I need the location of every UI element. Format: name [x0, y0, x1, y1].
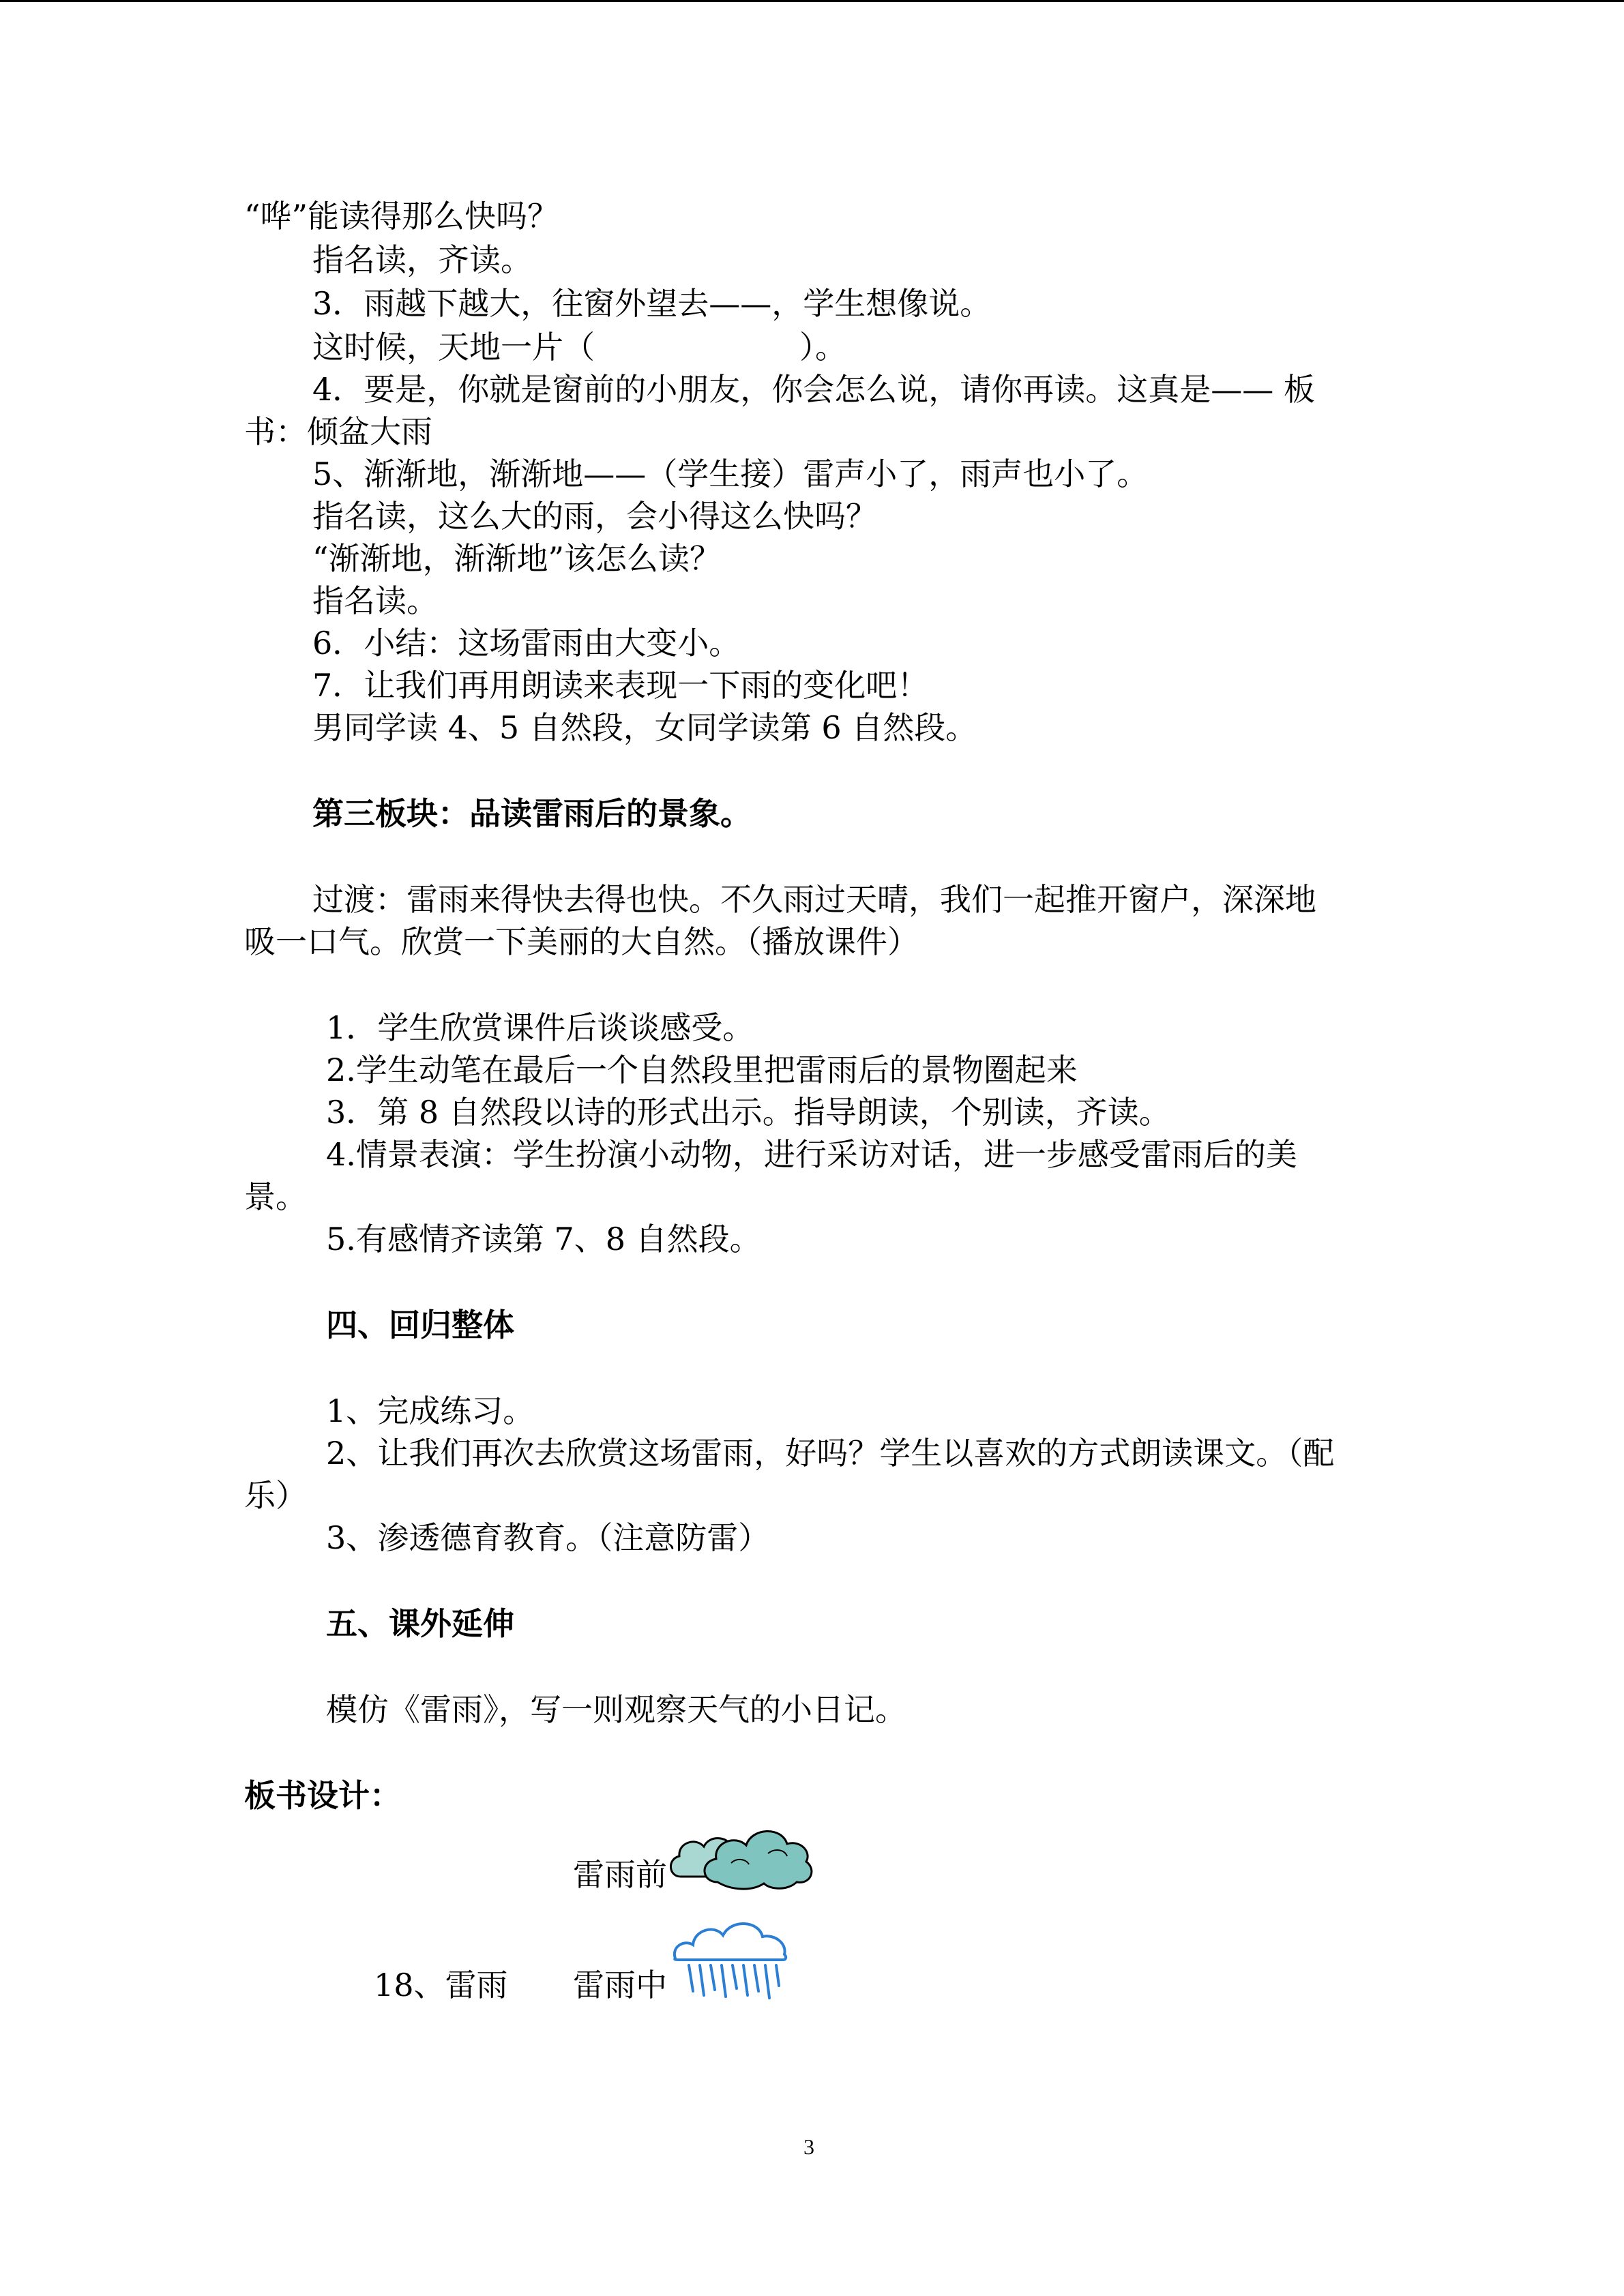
- text-line: 1．学生欣赏课件后谈谈感受。: [326, 1009, 754, 1046]
- text-line: 1、完成练习。: [326, 1392, 535, 1429]
- text-line: 4.情景表演：学生扮演小动物，进行采访对话，进一步感受雷雨后的美: [326, 1136, 1297, 1173]
- rain-cloud-icon: [670, 1915, 793, 2003]
- page-number: 3: [803, 2134, 814, 2159]
- text-line: 2、让我们再次去欣赏这场雷雨，好吗？学生以喜欢的方式朗读课文。（配: [326, 1435, 1335, 1472]
- text-fragment: 这时候，天地一片（: [312, 329, 595, 366]
- top-border: [0, 0, 1624, 2]
- text-line: 指名读，齐读。: [312, 241, 532, 278]
- section-heading: 板书设计：: [244, 1777, 401, 1814]
- board-title: 18、雷雨: [374, 1967, 508, 2003]
- text-line: 5、渐渐地，渐渐地——（学生接）雷声小了，雨声也小了。: [312, 456, 1149, 492]
- section-heading: 四、回归整体: [326, 1307, 514, 1343]
- board-before-label: 雷雨前: [573, 1856, 667, 1893]
- text-line: 吸一口气。欣赏一下美丽的大自然。（播放课件）: [244, 923, 919, 960]
- text-line: 3．第 8 自然段以诗的形式出示。指导朗读，个别读，齐读。: [326, 1094, 1170, 1131]
- text-line: 书：倾盆大雨: [244, 413, 432, 450]
- text-line: 6．小结：这场雷雨由大变小。: [312, 625, 741, 661]
- text-line: 3、渗透德育教育。（注意防雷）: [326, 1519, 770, 1556]
- text-line: “渐渐地，渐渐地”该怎么读？: [312, 540, 722, 577]
- text-line: 指名读。: [312, 582, 438, 619]
- text-line: 2.学生动笔在最后一个自然段里把雷雨后的景物圈起来: [326, 1052, 1078, 1088]
- text-line: 7．让我们再用朗读来表现一下雨的变化吧！: [312, 667, 929, 704]
- text-line: 男同学读 4、5 自然段，女同学读第 6 自然段。: [312, 709, 977, 746]
- text-line: 乐）: [244, 1477, 307, 1514]
- cloud-icon: [666, 1814, 817, 1894]
- text-line: 3．雨越下越大，往窗外望去——，学生想像说。: [312, 285, 992, 322]
- text-line: 过渡：雷雨来得快去得也快。不久雨过天晴，我们一起推开窗户，深深地: [312, 881, 1316, 918]
- text-line: 指名读，这么大的雨，会小得这么快吗？: [312, 498, 877, 535]
- board-during-label: 雷雨中: [573, 1967, 667, 2003]
- section-heading: 第三板块：品读雷雨后的景象。: [312, 795, 752, 832]
- text-line: 4．要是，你就是窗前的小朋友，你会怎么说，请你再读。这真是—— 板: [312, 371, 1315, 408]
- text-fragment: ）。: [799, 329, 846, 366]
- text-line: 景。: [244, 1178, 307, 1215]
- section-heading: 五、课外延伸: [326, 1605, 514, 1642]
- text-line-blank: [312, 329, 846, 366]
- text-line: 5.有感情齐读第 7、8 自然段。: [326, 1221, 761, 1257]
- text-line: “哗”能读得那么快吗？: [244, 198, 559, 235]
- text-line: 模仿《雷雨》，写一则观察天气的小日记。: [326, 1691, 906, 1728]
